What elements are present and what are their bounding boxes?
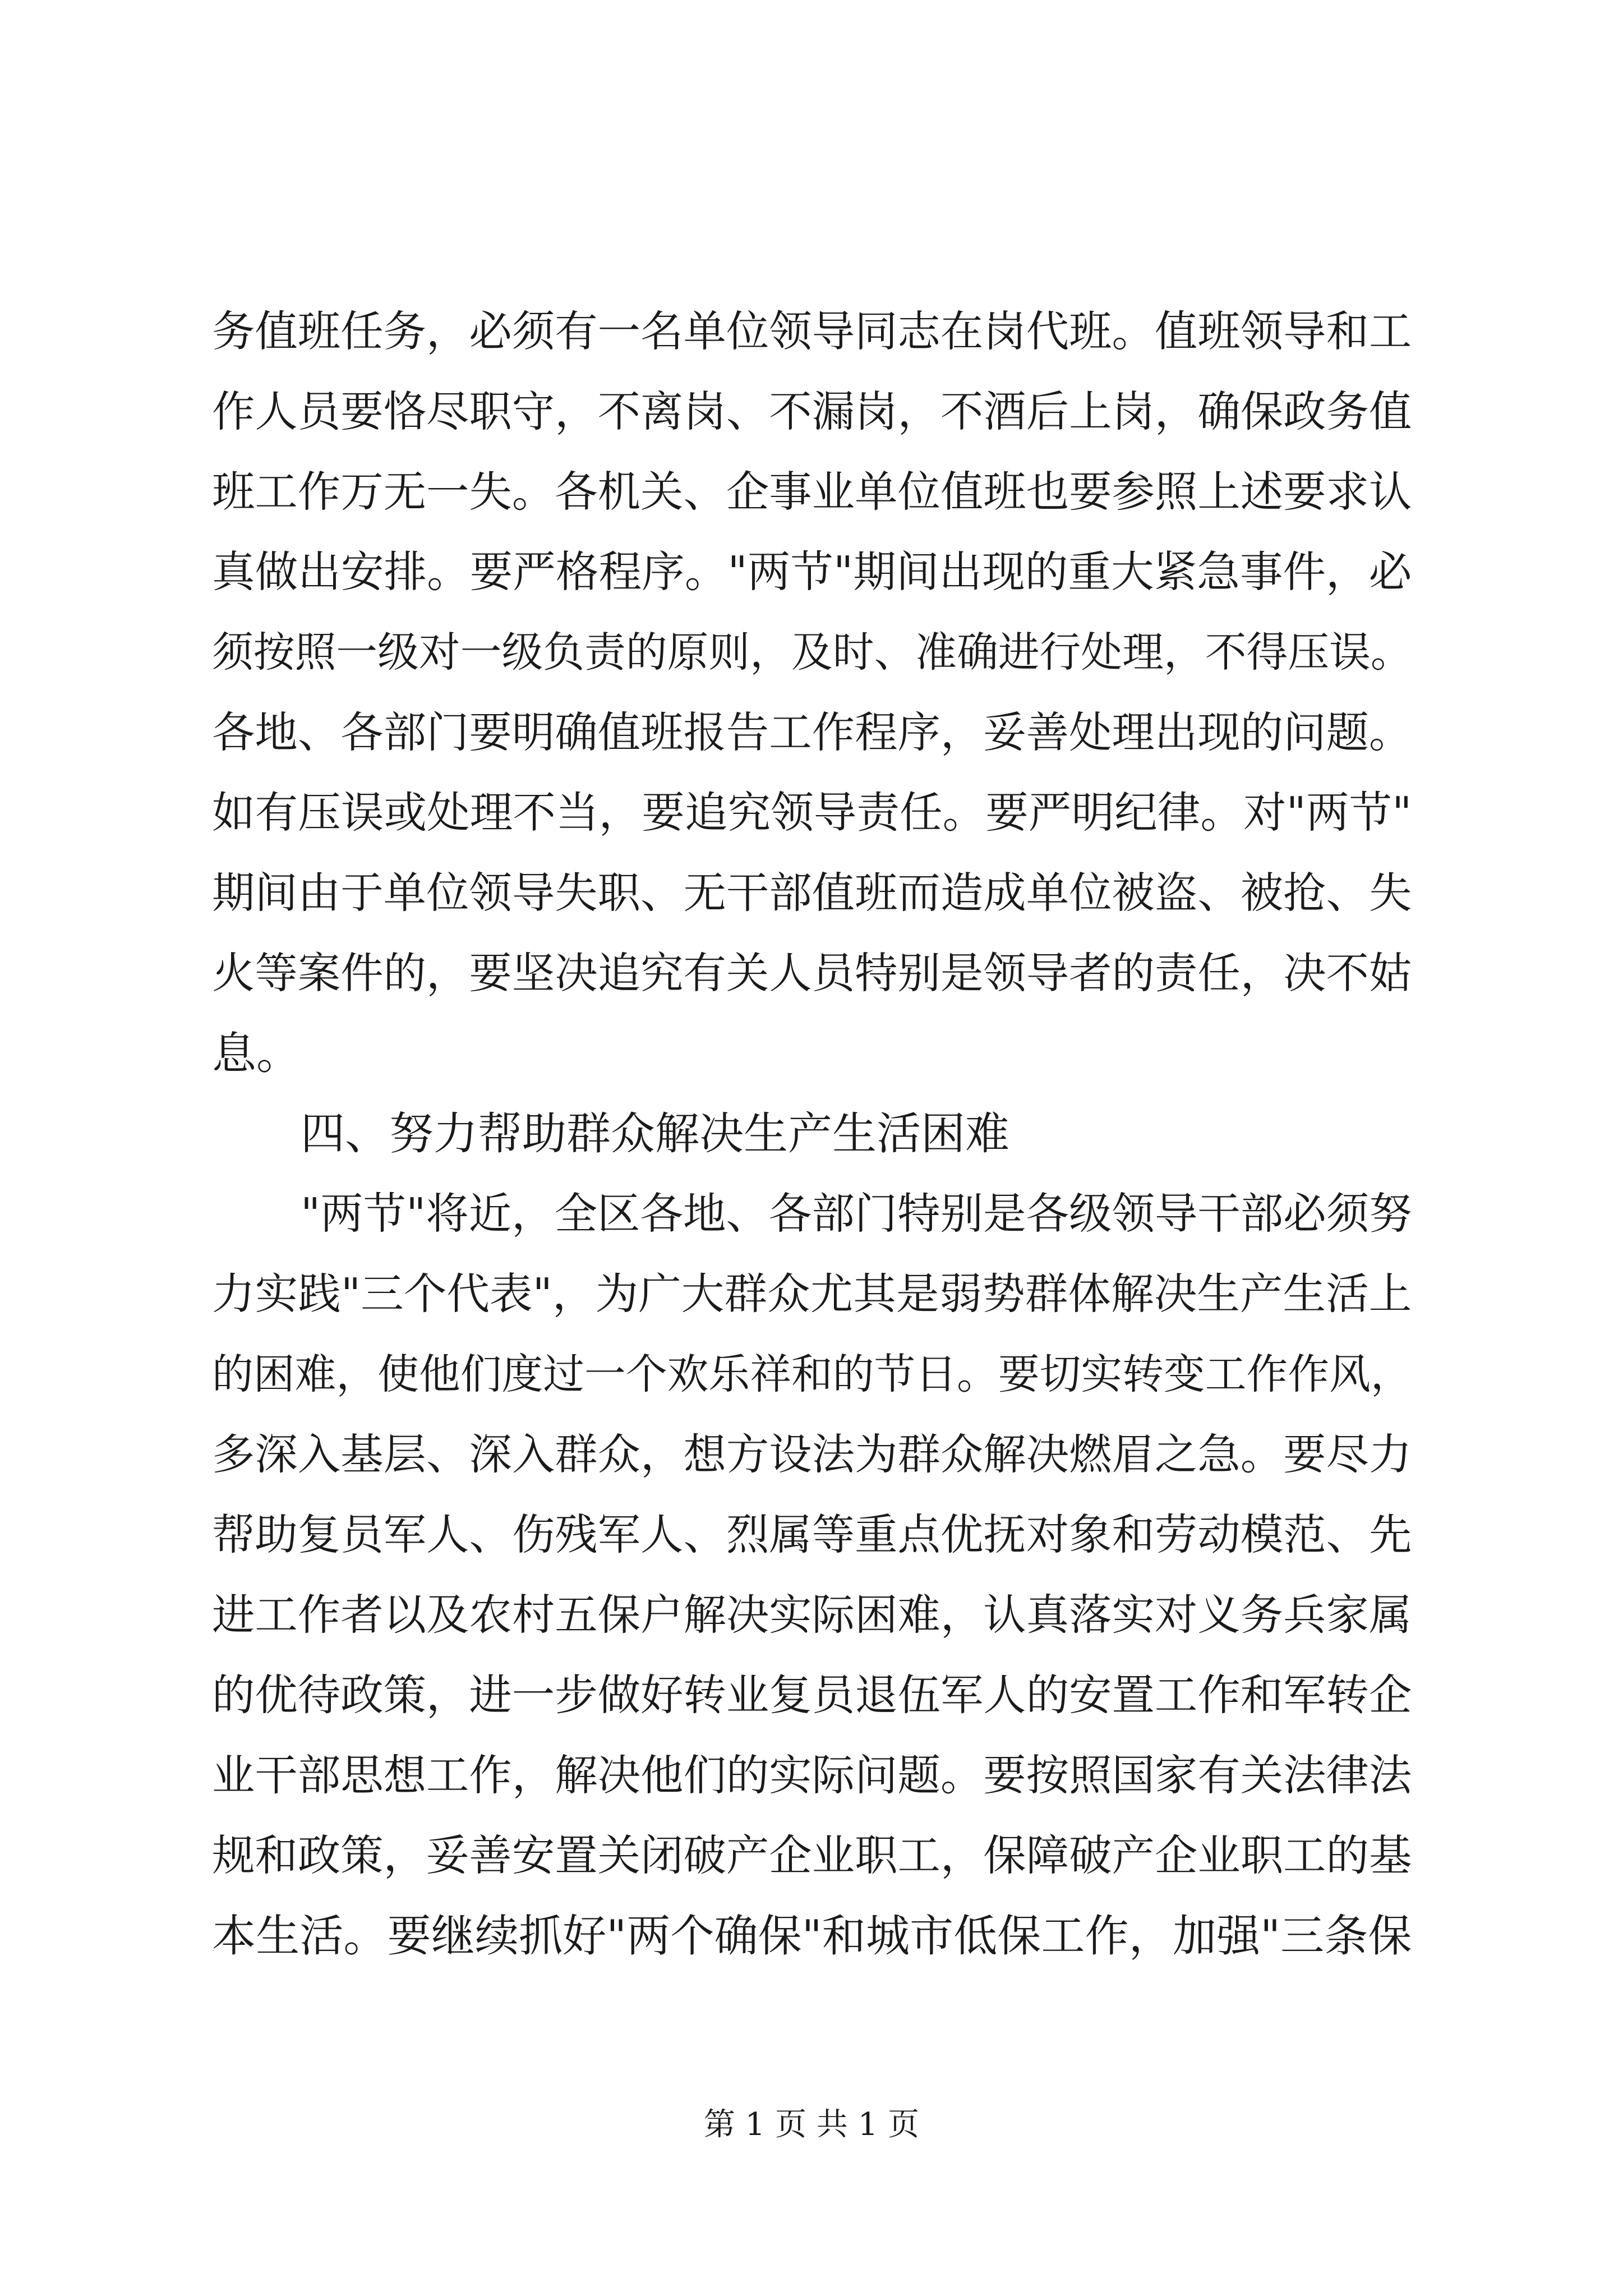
text-line: 各地、各部门要明确值班报告工作程序，妥善处理出现的问题。 [212, 708, 1412, 758]
text-line: 帮助复员军人、伤残军人、烈属等重点优抚对象和劳动模范、先 [212, 1510, 1412, 1560]
text-line: 规和政策，妥善安置关闭破产企业职工，保障破产企业职工的基 [212, 1831, 1412, 1881]
page-footer [0, 2102, 1623, 2147]
text-line: "两节"将近，全区各地、各部门特别是各级领导干部必须努 [301, 1189, 1412, 1239]
text-line: 多深入基层、深入群众，想方设法为群众解决燃眉之急。要尽力 [212, 1430, 1412, 1480]
text-line: 业干部思想工作，解决他们的实际问题。要按照国家有关法律法 [212, 1751, 1412, 1801]
document-body [212, 292, 1412, 1976]
text-line: 如有压误或处理不当，要追究领导责任。要严明纪律。对"两节" [212, 788, 1412, 838]
text-line: 真做出安排。要严格程序。"两节"期间出现的重大紧急事件，必 [212, 547, 1412, 597]
text-line: 力实践"三个代表"，为广大群众尤其是弱势群体解决生产生活上 [212, 1269, 1412, 1319]
text-line: 息。 [212, 1028, 301, 1079]
text-line: 务值班任务，必须有一名单位领导同志在岗代班。值班领导和工 [212, 307, 1412, 357]
text-line: 火等案件的，要坚决追究有关人员特别是领导者的责任，决不姑 [212, 949, 1412, 999]
text-line: 进工作者以及农村五保户解决实际困难，认真落实对义务兵家属 [212, 1590, 1412, 1640]
text-line: 本生活。要继续抓好"两个确保"和城市低保工作，加强"三条保 [212, 1911, 1412, 1962]
text-line: 班工作万无一失。各机关、企事业单位值班也要参照上述要求认 [212, 467, 1412, 517]
text-line: 须按照一级对一级负责的原则，及时、准确进行处理，不得压误。 [212, 629, 1412, 677]
text-line: 的优待政策，进一步做好转业复员退伍军人的安置工作和军转企 [212, 1671, 1412, 1720]
text-line: 的困难，使他们度过一个欢乐祥和的节日。要切实转变工作作风， [212, 1351, 1412, 1398]
text-line: 期间由于单位领导失职、无干部值班而造成单位被盗、被抢、失 [212, 868, 1412, 918]
section-heading: 四、努力帮助群众解决生产生活困难 [301, 1108, 1009, 1159]
page-number: 第 1 页 共 1 页 [703, 2106, 920, 2143]
text-line: 作人员要恪尽职守，不离岗、不漏岗，不酒后上岗，确保政务值 [212, 387, 1412, 437]
